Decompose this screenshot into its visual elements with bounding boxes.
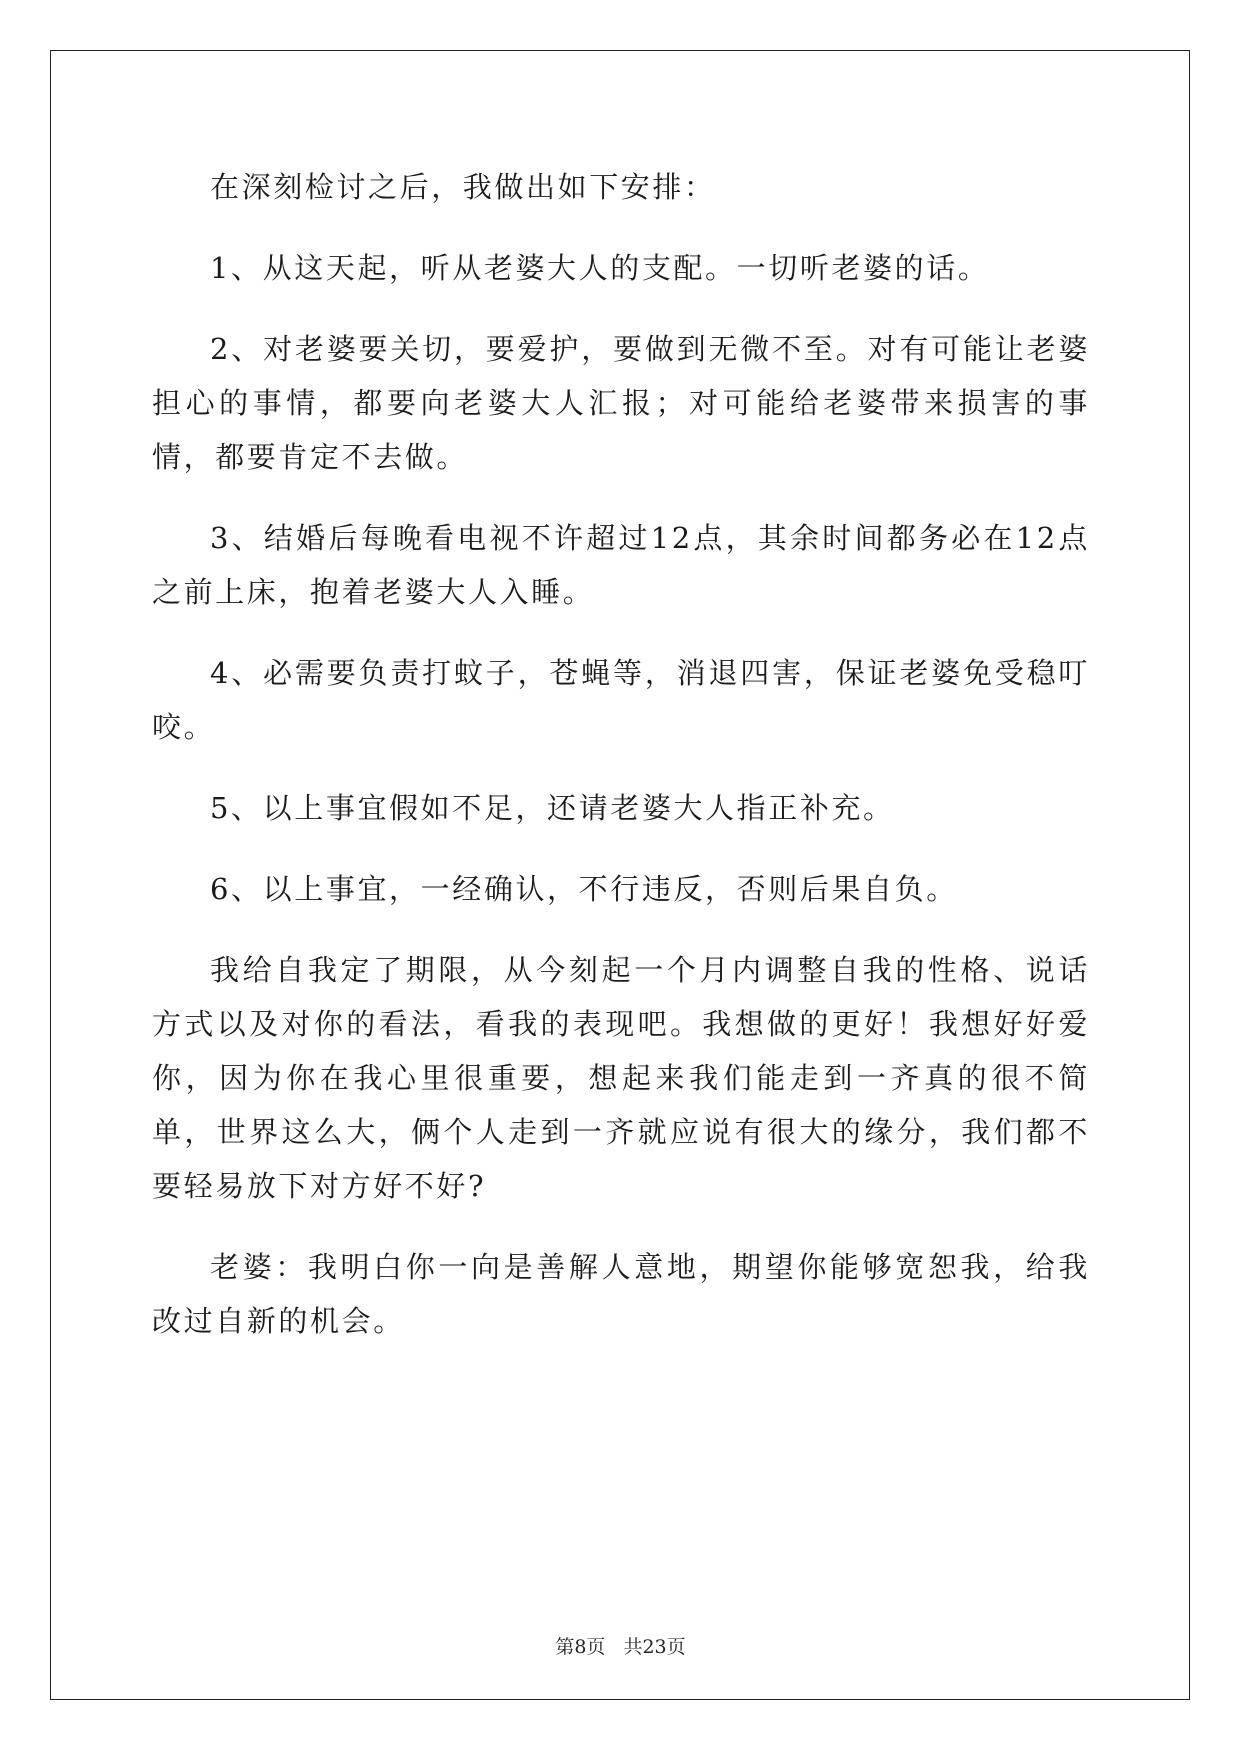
paragraph: 我给自我定了期限，从今刻起一个月内调整自我的性格、说话方式以及对你的看法，看我的表现吧。我想做的更好！我想好好爱你，因为你在我心里很重要，想起来我们能走到一齐真的很不简单，世界这么大，俩个人走到一齐就应说有很大的缘分，我们都不要轻易放下对方好不好? <box>152 953 1090 1203</box>
page-footer <box>0 1632 1241 1659</box>
page-total: 共23页 <box>623 1636 686 1658</box>
paragraph: 5、以上事宜假如不足，还请老婆大人指正补充。 <box>210 791 895 825</box>
document-body <box>152 160 1090 1375</box>
page-number: 第8页 <box>555 1636 606 1658</box>
paragraph: 4、必需要负责打蚊子，苍蝇等，消退四害，保证老婆免受稳叮咬。 <box>152 656 1090 744</box>
paragraph: 3、结婚后每晚看电视不许超过12点，其余时间都务必在12点之前上床，抱着老婆大人入睡。 <box>152 521 1090 609</box>
paragraph: 6、以上事宜，一经确认，不行违反，否则后果自负。 <box>210 872 958 906</box>
paragraph: 在深刻检讨之后，我做出如下安排： <box>210 170 716 204</box>
paragraph: 2、对老婆要关切，要爱护，要做到无微不至。对有可能让老婆担心的事情，都要向老婆大人汇报；对可能给老婆带来损害的事情，都要肯定不去做。 <box>152 332 1090 474</box>
paragraph: 1、从这天起，听从老婆大人的支配。一切听老婆的话。 <box>210 251 990 285</box>
paragraph: 老婆：我明白你一向是善解人意地，期望你能够宽恕我，给我改过自新的机会。 <box>152 1250 1090 1338</box>
